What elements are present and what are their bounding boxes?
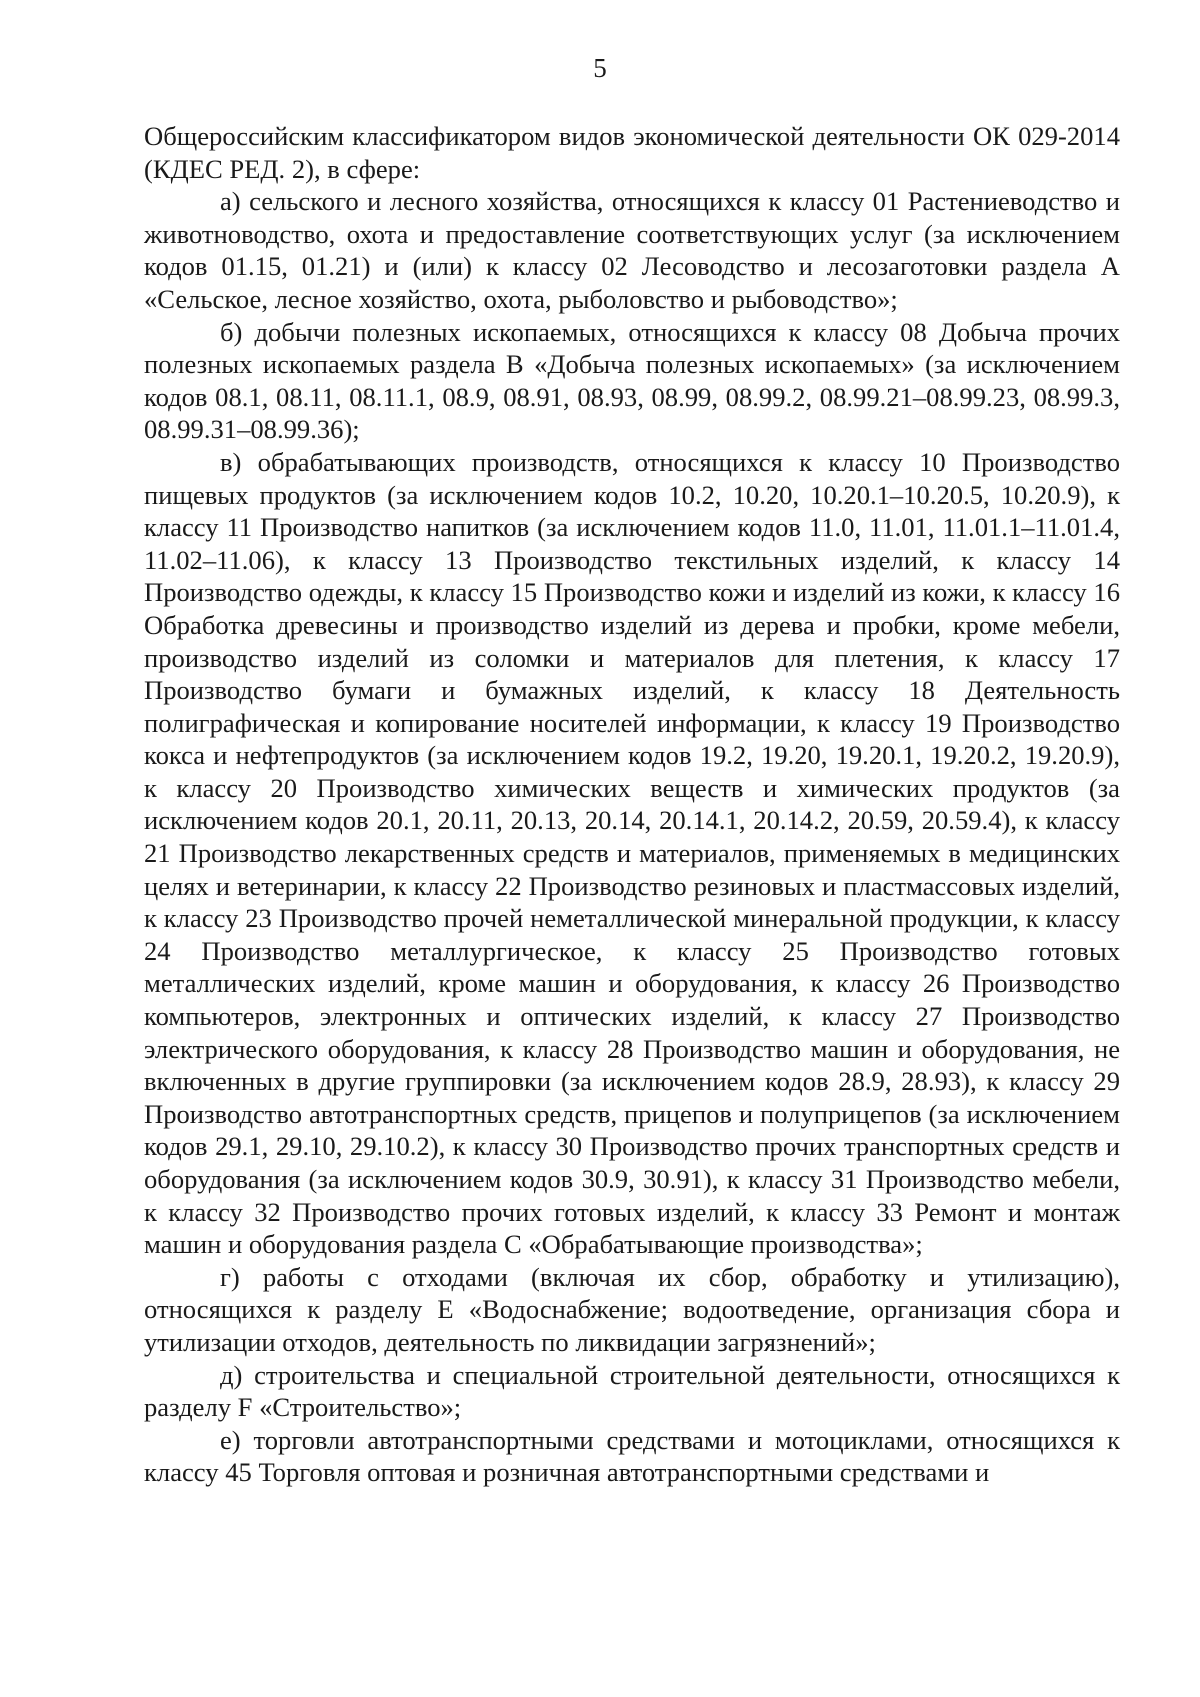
page-number: 5 bbox=[593, 53, 607, 83]
paragraph-item-d: д) строительства и специальной строительной деятельности, относящихся к разделу F «Строительство»; bbox=[144, 1359, 1120, 1423]
document-body bbox=[144, 120, 1120, 1489]
paragraph-item-e: е) торговли автотранспортными средствами и мотоциклами, относящихся к классу 45 Торговля оптовая и розничная автотранспортными средствами и bbox=[144, 1424, 1120, 1488]
paragraph-item-a: а) сельского и лесного хозяйства, относящихся к классу 01 Растениеводство и животноводство, охота и предоставление соответствующих услуг (за исключением кодов 01.15, 01.21) и (или) к классу 02 Лесоводство и лесозаготовки раздела A «Сельское, лесное хозяйство, охота, рыболовство и рыбоводство»; bbox=[144, 186, 1120, 314]
paragraph-item-g: г) работы с отходами (включая их сбор, обработку и утилизацию), относящихся к разделу E «Водоснабжение; водоотведение, организация сбора и утилизации отходов, деятельность по ликвидации загрязнений»; bbox=[144, 1261, 1120, 1357]
paragraph-intro: Общероссийским классификатором видов экономической деятельности ОК 029-2014 (КДЕС РЕД. 2), в сфере: bbox=[144, 121, 1120, 184]
paragraph-item-b: б) добычи полезных ископаемых, относящихся к классу 08 Добыча прочих полезных ископаемых раздела B «Добыча полезных ископаемых» (за исключением кодов 08.1, 08.11, 08.11.1, 08.9, 08.91, 08.93, 08.99, 08.99.2, 08.99.21–08.99.23, 08.99.3, 08.99.31–08.99.36); bbox=[144, 316, 1120, 445]
paragraph-item-v: в) обрабатывающих производств, относящихся к классу 10 Производство пищевых продуктов (за исключением кодов 10.2, 10.20, 10.20.1–10.20.5, 10.20.9), к классу 11 Производство напитков (за исключением кодов 11.0, 11.01, 11.01.1–11.01.4, 11.02–11.06), к классу 13 Производство текстильных изделий, к классу 14 Производство одежды, к классу 15 Производство кожи и изделий из кожи, к классу 16 Обработка древесины и производство изделий из дерева и пробки, кроме мебели, производство изделий из соломки и материалов для плетения, к классу 17 Производство бумаги и бумажных изделий, к классу 18 Деятельность полиграфическая и копирование носителей информации, к классу 19 Производство кокса и нефтепродуктов (за исключением кодов 19.2, 19.20, 19.20.1, 19.20.2, 19.20.9), к классу 20 Производство химических веществ и химических продуктов (за исключением кодов 20.1, 20.11, 20.13, 20.14, 20.14.1, 20.14.2, 20.59, 20.59.4), к классу 21 Производство лекарственных средств и материалов, применяемых в медицинских целях и ветеринарии, к классу 22 Производство резиновых и пластмассовых изделий, к классу 23 Производство прочей неметаллической минеральной продукции, к классу 24 Производство металлургическое, к классу 25 Производство готовых металлических изделий, кроме машин и оборудования, к классу 26 Производство компьютеров, электронных и оптических изделий, к классу 27 Производство электрического оборудования, к классу 28 Производство машин и оборудования, не включенных в другие группировки (за исключением кодов 28.9, 28.93), к классу 29 Производство автотранспортных средств, прицепов и полуприцепов (за исключением кодов 29.1, 29.10, 29.10.2), к классу 30 Производство прочих транспортных средств и оборудования (за исключением кодов 30.9, 30.91), к классу 31 Производство мебели, к классу 32 Производство прочих готовых изделий, к классу 33 Ремонт и монтаж машин и оборудования раздела C «Обрабатывающие производства»; bbox=[144, 446, 1120, 1260]
